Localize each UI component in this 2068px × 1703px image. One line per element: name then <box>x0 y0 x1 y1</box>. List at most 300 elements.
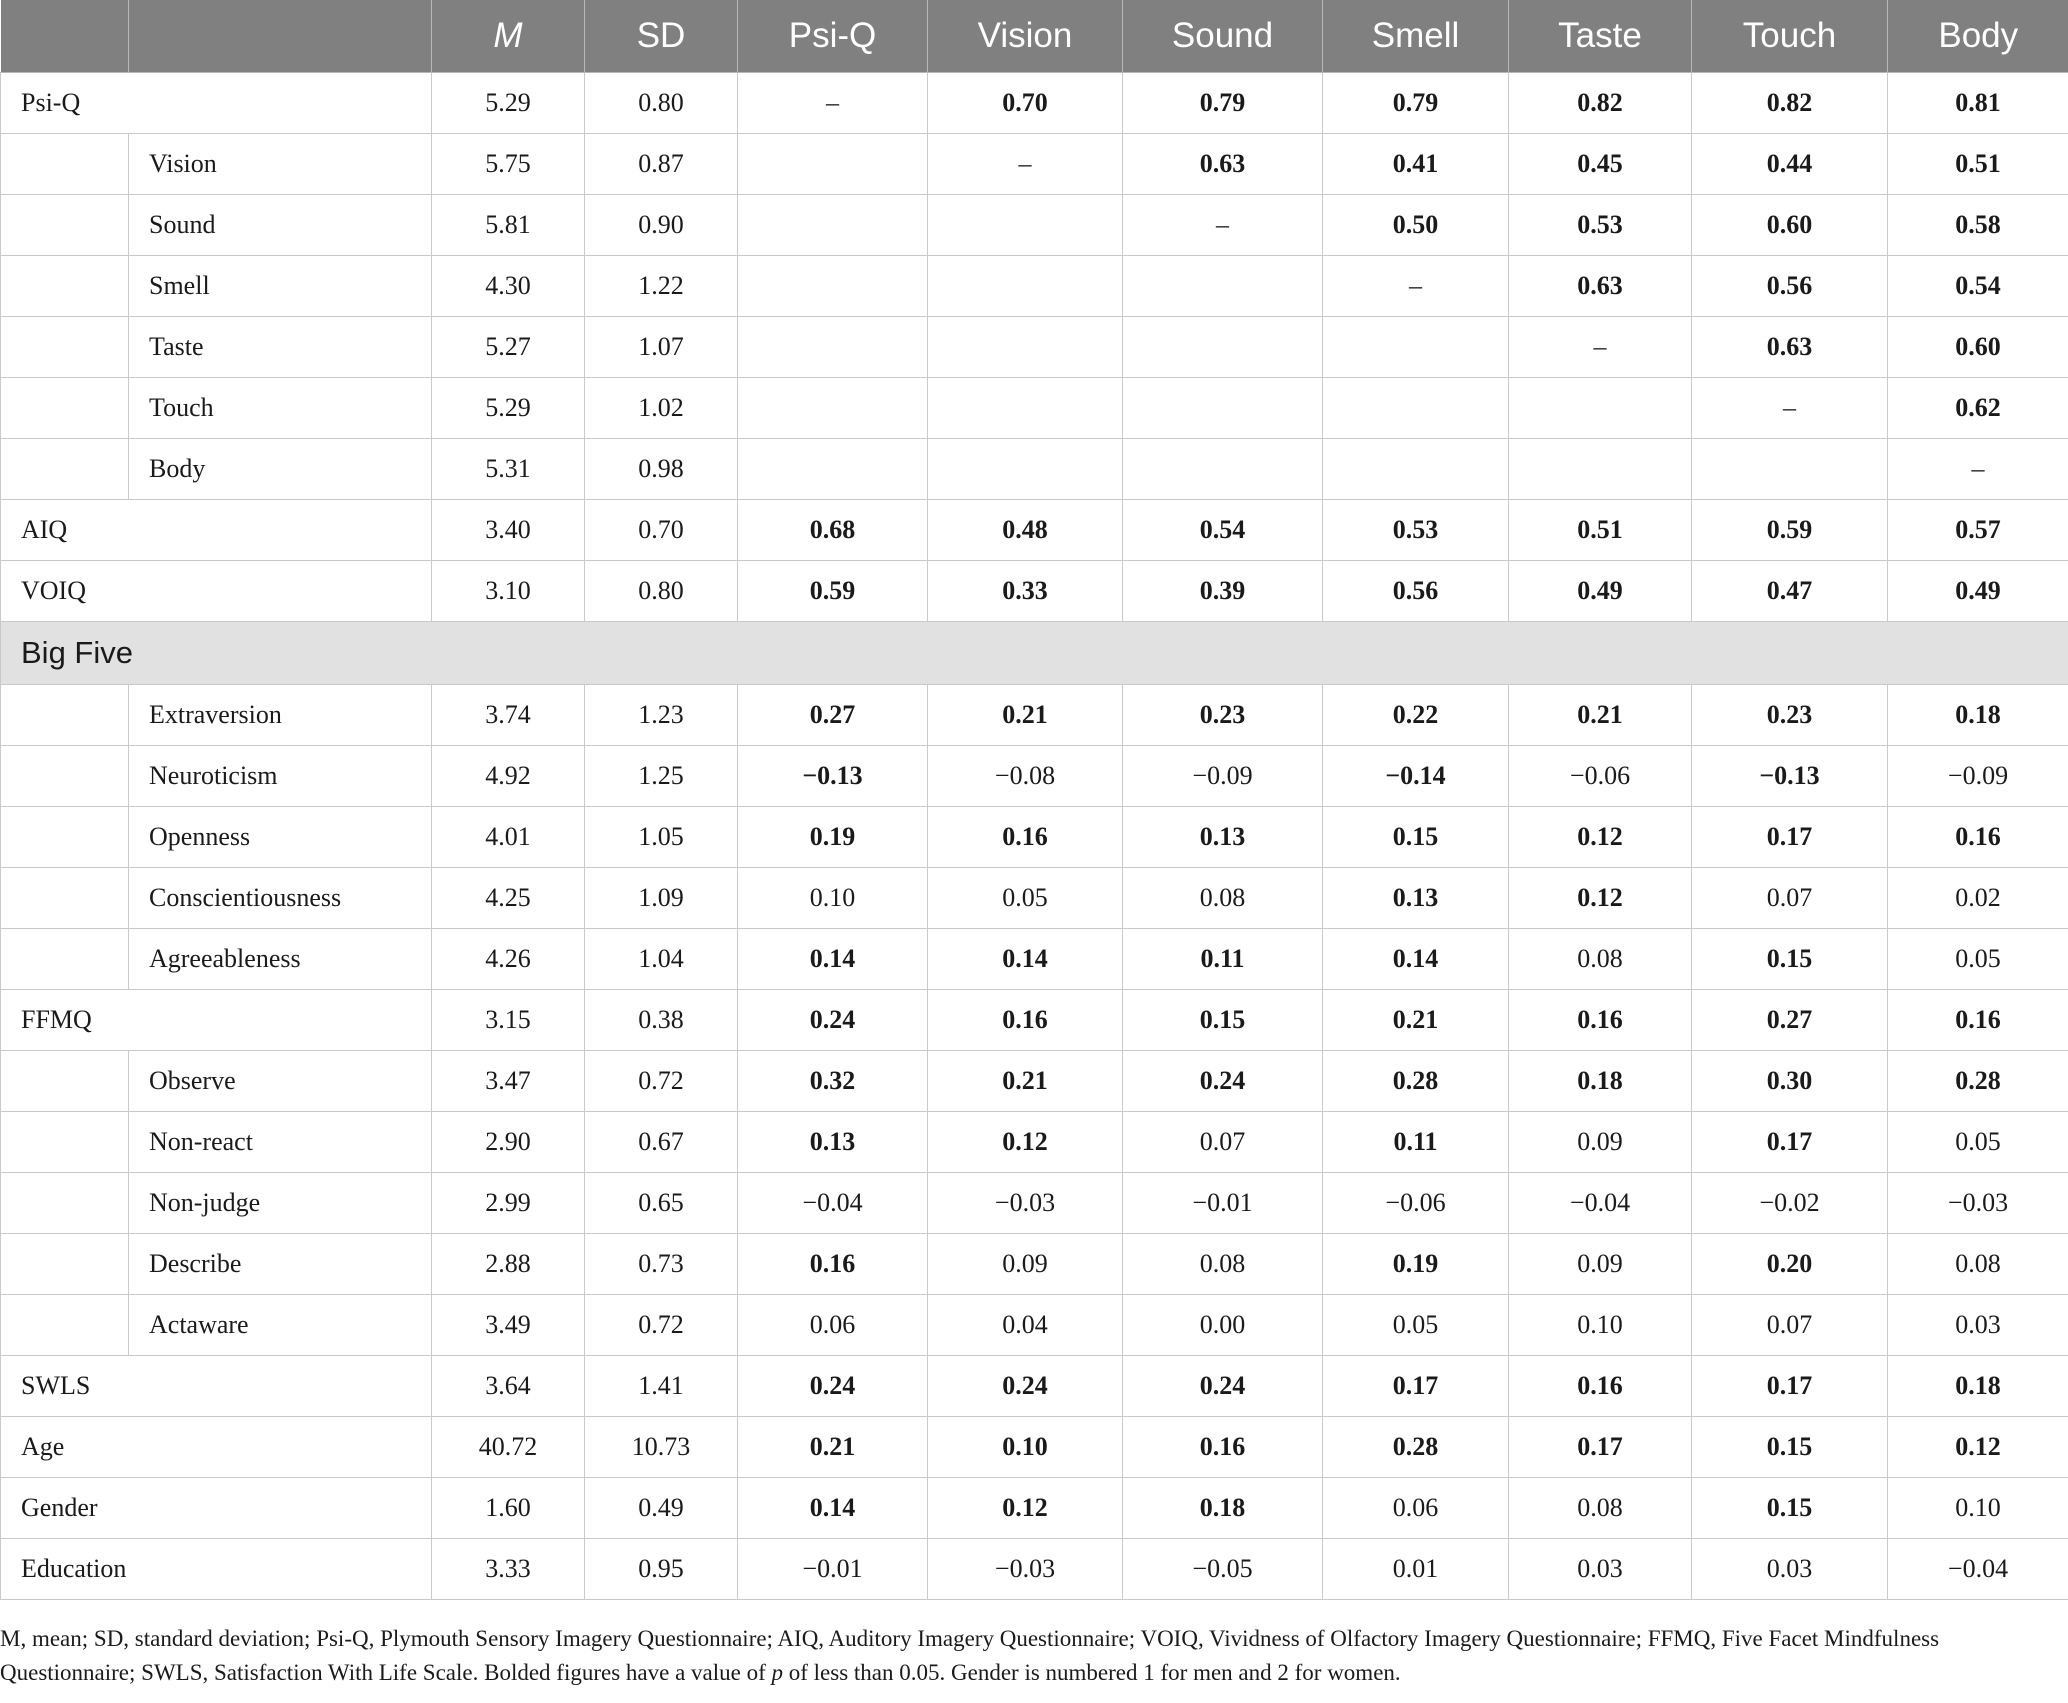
correlation-cell: 0.59 <box>1692 500 1888 561</box>
row-label: Education <box>1 1539 432 1600</box>
mean-cell: 5.81 <box>432 195 585 256</box>
table-row <box>1 561 2068 622</box>
sd-cell: 0.67 <box>585 1112 738 1173</box>
sd-cell: 0.98 <box>585 439 738 500</box>
table-row <box>1 1356 2068 1417</box>
indent-cell <box>1 1295 129 1356</box>
table-row <box>1 256 2068 317</box>
correlation-cell: 0.08 <box>1123 868 1323 929</box>
correlation-cell: 0.30 <box>1692 1051 1888 1112</box>
correlation-cell: −0.04 <box>1888 1539 2068 1600</box>
mean-cell: 3.64 <box>432 1356 585 1417</box>
correlation-cell <box>928 256 1123 317</box>
correlation-cell: −0.13 <box>738 746 928 807</box>
correlation-cell: 0.28 <box>1888 1051 2068 1112</box>
sd-cell: 0.80 <box>585 561 738 622</box>
correlation-cell: 0.07 <box>1692 1295 1888 1356</box>
column-header-8: Taste <box>1509 0 1692 73</box>
indent-cell <box>1 256 129 317</box>
correlation-cell: 0.16 <box>738 1234 928 1295</box>
indent-cell <box>1 1051 129 1112</box>
sd-cell: 1.04 <box>585 929 738 990</box>
correlation-cell: 0.14 <box>1323 929 1509 990</box>
correlation-cell: 0.16 <box>1123 1417 1323 1478</box>
sd-cell: 0.65 <box>585 1173 738 1234</box>
row-label: Describe <box>129 1234 432 1295</box>
correlation-cell: 0.44 <box>1692 134 1888 195</box>
footnote-text-2: of less than 0.05. Gender is numbered 1 for men and 2 for women. <box>783 1660 1401 1685</box>
correlation-cell: 0.60 <box>1692 195 1888 256</box>
correlation-cell <box>928 439 1123 500</box>
footnote-p-symbol: p <box>771 1660 783 1685</box>
correlation-cell: 0.24 <box>1123 1051 1323 1112</box>
table-row <box>1 990 2068 1051</box>
mean-cell: 3.10 <box>432 561 585 622</box>
correlation-cell: 0.70 <box>928 73 1123 134</box>
sd-cell: 0.70 <box>585 500 738 561</box>
column-header-6: Sound <box>1123 0 1323 73</box>
indent-cell <box>1 134 129 195</box>
correlation-cell: −0.01 <box>1123 1173 1323 1234</box>
correlation-cell: – <box>1509 317 1692 378</box>
correlation-cell: 0.21 <box>738 1417 928 1478</box>
correlation-cell: 0.58 <box>1888 195 2068 256</box>
correlation-cell <box>1323 378 1509 439</box>
correlation-cell <box>928 195 1123 256</box>
correlation-cell: 0.19 <box>738 807 928 868</box>
correlation-cell: 0.10 <box>1888 1478 2068 1539</box>
correlation-cell: 0.15 <box>1692 1478 1888 1539</box>
correlation-cell: 0.06 <box>738 1295 928 1356</box>
table-row <box>1 1234 2068 1295</box>
correlation-cell <box>1123 378 1323 439</box>
correlation-cell: 0.16 <box>928 807 1123 868</box>
correlation-cell: – <box>928 134 1123 195</box>
correlation-cell: 0.33 <box>928 561 1123 622</box>
correlation-cell: 0.01 <box>1323 1539 1509 1600</box>
sd-cell: 1.02 <box>585 378 738 439</box>
correlation-cell: 0.56 <box>1692 256 1888 317</box>
correlation-cell: −0.14 <box>1323 746 1509 807</box>
table-row <box>1 868 2068 929</box>
section-label: Big Five <box>1 622 2068 685</box>
correlation-cell: −0.06 <box>1323 1173 1509 1234</box>
correlation-cell <box>1692 439 1888 500</box>
correlation-cell <box>1123 256 1323 317</box>
correlation-cell: 0.14 <box>738 1478 928 1539</box>
correlation-cell: 0.54 <box>1123 500 1323 561</box>
correlation-cell: 0.21 <box>928 1051 1123 1112</box>
correlation-cell: 0.63 <box>1509 256 1692 317</box>
table-row <box>1 1051 2068 1112</box>
correlation-cell: 0.14 <box>928 929 1123 990</box>
table-row <box>1 1112 2068 1173</box>
correlation-cell: 0.48 <box>928 500 1123 561</box>
table-row <box>1 500 2068 561</box>
correlation-cell <box>738 195 928 256</box>
indent-cell <box>1 317 129 378</box>
correlation-cell <box>928 317 1123 378</box>
correlation-cell: 0.18 <box>1888 685 2068 746</box>
sd-cell: 0.80 <box>585 73 738 134</box>
correlation-cell: 0.13 <box>1123 807 1323 868</box>
correlation-cell: 0.21 <box>928 685 1123 746</box>
correlation-cell: 0.08 <box>1888 1234 2068 1295</box>
correlation-cell: 0.08 <box>1123 1234 1323 1295</box>
correlation-cell: 0.60 <box>1888 317 2068 378</box>
correlation-cell: −0.06 <box>1509 746 1692 807</box>
correlation-cell: 0.24 <box>1123 1356 1323 1417</box>
row-label: Agreeableness <box>129 929 432 990</box>
correlation-cell: 0.13 <box>738 1112 928 1173</box>
mean-cell: 4.30 <box>432 256 585 317</box>
column-header-0 <box>1 0 129 73</box>
mean-cell: 3.47 <box>432 1051 585 1112</box>
table-row <box>1 746 2068 807</box>
correlation-cell: 0.41 <box>1323 134 1509 195</box>
correlation-cell: 0.79 <box>1123 73 1323 134</box>
correlation-cell: 0.49 <box>1509 561 1692 622</box>
sd-cell: 1.25 <box>585 746 738 807</box>
correlation-cell: 0.23 <box>1123 685 1323 746</box>
correlation-cell: 0.53 <box>1509 195 1692 256</box>
correlation-cell: 0.53 <box>1323 500 1509 561</box>
section-row <box>1 622 2068 685</box>
row-label: Non-judge <box>129 1173 432 1234</box>
correlation-cell: 0.15 <box>1323 807 1509 868</box>
correlation-cell: 0.15 <box>1692 1417 1888 1478</box>
mean-cell: 1.60 <box>432 1478 585 1539</box>
indent-cell <box>1 868 129 929</box>
column-header-9: Touch <box>1692 0 1888 73</box>
correlation-cell: 0.05 <box>1888 1112 2068 1173</box>
table-row <box>1 929 2068 990</box>
correlation-cell: 0.13 <box>1323 868 1509 929</box>
correlation-cell: 0.05 <box>1888 929 2068 990</box>
mean-cell: 5.27 <box>432 317 585 378</box>
correlation-cell: – <box>738 73 928 134</box>
indent-cell <box>1 1173 129 1234</box>
correlation-cell: 0.12 <box>928 1112 1123 1173</box>
sd-cell: 1.23 <box>585 685 738 746</box>
correlation-cell: −0.04 <box>738 1173 928 1234</box>
sd-cell: 1.07 <box>585 317 738 378</box>
correlation-cell: 0.16 <box>1509 990 1692 1051</box>
table-row <box>1 1417 2068 1478</box>
correlation-cell: 0.17 <box>1692 807 1888 868</box>
row-label: Psi-Q <box>1 73 432 134</box>
correlation-cell: 0.49 <box>1888 561 2068 622</box>
table-body <box>1 73 2068 1600</box>
table-row <box>1 134 2068 195</box>
correlation-cell: 0.56 <box>1323 561 1509 622</box>
correlation-cell: 0.16 <box>928 990 1123 1051</box>
sd-cell: 0.73 <box>585 1234 738 1295</box>
correlation-cell: 0.17 <box>1323 1356 1509 1417</box>
correlation-cell: 0.05 <box>928 868 1123 929</box>
correlation-cell: 0.21 <box>1509 685 1692 746</box>
row-label: Sound <box>129 195 432 256</box>
correlation-cell <box>1509 439 1692 500</box>
correlation-cell: 0.22 <box>1323 685 1509 746</box>
indent-cell <box>1 1112 129 1173</box>
table-row <box>1 439 2068 500</box>
mean-cell: 5.29 <box>432 73 585 134</box>
correlation-cell <box>1123 439 1323 500</box>
row-label: AIQ <box>1 500 432 561</box>
row-label: Smell <box>129 256 432 317</box>
row-label: Touch <box>129 378 432 439</box>
row-label: Gender <box>1 1478 432 1539</box>
sd-cell: 0.72 <box>585 1051 738 1112</box>
correlation-cell: 0.62 <box>1888 378 2068 439</box>
correlation-cell: 0.17 <box>1692 1356 1888 1417</box>
correlation-cell: −0.09 <box>1123 746 1323 807</box>
correlation-cell: 0.16 <box>1509 1356 1692 1417</box>
row-label: Body <box>129 439 432 500</box>
correlation-cell: 0.81 <box>1888 73 2068 134</box>
correlation-cell: 0.12 <box>928 1478 1123 1539</box>
column-header-5: Vision <box>928 0 1123 73</box>
correlation-cell: 0.54 <box>1888 256 2068 317</box>
correlation-cell: −0.01 <box>738 1539 928 1600</box>
correlation-cell: 0.09 <box>928 1234 1123 1295</box>
correlation-cell: 0.12 <box>1509 868 1692 929</box>
sd-cell: 0.87 <box>585 134 738 195</box>
sd-cell: 0.72 <box>585 1295 738 1356</box>
correlation-cell: 0.45 <box>1509 134 1692 195</box>
mean-cell: 4.92 <box>432 746 585 807</box>
correlation-cell: 0.51 <box>1509 500 1692 561</box>
mean-cell: 3.15 <box>432 990 585 1051</box>
row-label: Taste <box>129 317 432 378</box>
sd-cell: 0.38 <box>585 990 738 1051</box>
correlation-cell: 0.28 <box>1323 1051 1509 1112</box>
indent-cell <box>1 929 129 990</box>
correlation-cell: 0.39 <box>1123 561 1323 622</box>
correlation-cell: −0.03 <box>928 1539 1123 1600</box>
correlation-cell <box>1323 317 1509 378</box>
table-row <box>1 195 2068 256</box>
indent-cell <box>1 378 129 439</box>
correlation-cell: – <box>1123 195 1323 256</box>
correlation-cell: −0.13 <box>1692 746 1888 807</box>
correlation-cell <box>1509 378 1692 439</box>
correlation-cell: −0.08 <box>928 746 1123 807</box>
correlation-cell: 0.18 <box>1888 1356 2068 1417</box>
correlation-cell: 0.24 <box>738 990 928 1051</box>
correlation-cell: 0.06 <box>1323 1478 1509 1539</box>
row-label: Actaware <box>129 1295 432 1356</box>
sd-cell: 1.05 <box>585 807 738 868</box>
correlation-cell <box>1323 439 1509 500</box>
correlation-cell: 0.18 <box>1123 1478 1323 1539</box>
mean-cell: 4.01 <box>432 807 585 868</box>
correlation-cell <box>738 378 928 439</box>
sd-cell: 0.49 <box>585 1478 738 1539</box>
correlation-cell: 0.57 <box>1888 500 2068 561</box>
correlation-cell: 0.03 <box>1888 1295 2068 1356</box>
correlation-cell <box>738 317 928 378</box>
correlation-cell: 0.09 <box>1509 1234 1692 1295</box>
correlation-cell: 0.82 <box>1692 73 1888 134</box>
correlation-cell: 0.19 <box>1323 1234 1509 1295</box>
correlation-cell: 0.05 <box>1323 1295 1509 1356</box>
column-header-2: M <box>432 0 585 73</box>
correlation-cell: 0.24 <box>738 1356 928 1417</box>
correlation-cell: 0.68 <box>738 500 928 561</box>
column-header-4: Psi-Q <box>738 0 928 73</box>
row-label: Vision <box>129 134 432 195</box>
correlation-cell: 0.15 <box>1123 990 1323 1051</box>
correlation-cell: – <box>1323 256 1509 317</box>
sd-cell: 0.95 <box>585 1539 738 1600</box>
table-row <box>1 73 2068 134</box>
correlation-cell <box>1123 317 1323 378</box>
correlation-cell: 0.10 <box>1509 1295 1692 1356</box>
row-label: Non-react <box>129 1112 432 1173</box>
table-header <box>1 0 2068 73</box>
correlation-cell: 0.03 <box>1692 1539 1888 1600</box>
correlation-cell: 0.63 <box>1123 134 1323 195</box>
correlation-cell <box>738 134 928 195</box>
mean-cell: 3.74 <box>432 685 585 746</box>
mean-cell: 5.29 <box>432 378 585 439</box>
correlation-cell: 0.09 <box>1509 1112 1692 1173</box>
column-header-10: Body <box>1888 0 2068 73</box>
mean-cell: 40.72 <box>432 1417 585 1478</box>
correlation-cell: 0.14 <box>738 929 928 990</box>
mean-cell: 2.88 <box>432 1234 585 1295</box>
correlation-cell: 0.03 <box>1509 1539 1692 1600</box>
correlation-cell: −0.03 <box>928 1173 1123 1234</box>
row-label: Age <box>1 1417 432 1478</box>
mean-cell: 2.90 <box>432 1112 585 1173</box>
correlation-cell: 0.27 <box>738 685 928 746</box>
correlation-cell: 0.16 <box>1888 807 2068 868</box>
column-header-7: Smell <box>1323 0 1509 73</box>
mean-cell: 4.26 <box>432 929 585 990</box>
correlation-cell: 0.50 <box>1323 195 1509 256</box>
sd-cell: 1.09 <box>585 868 738 929</box>
correlation-cell: 0.12 <box>1888 1417 2068 1478</box>
table-footnote <box>0 1622 2068 1690</box>
correlation-cell: −0.02 <box>1692 1173 1888 1234</box>
indent-cell <box>1 746 129 807</box>
correlation-cell: 0.27 <box>1692 990 1888 1051</box>
correlation-cell: 0.02 <box>1888 868 2068 929</box>
correlation-cell: 0.24 <box>928 1356 1123 1417</box>
table-row <box>1 317 2068 378</box>
table-row <box>1 685 2068 746</box>
correlation-cell: 0.20 <box>1692 1234 1888 1295</box>
correlation-cell: 0.10 <box>928 1417 1123 1478</box>
correlation-cell: 0.11 <box>1123 929 1323 990</box>
mean-cell: 5.31 <box>432 439 585 500</box>
table-row <box>1 1173 2068 1234</box>
correlation-cell: 0.32 <box>738 1051 928 1112</box>
column-header-3: SD <box>585 0 738 73</box>
column-header-1 <box>129 0 432 73</box>
correlation-cell: −0.05 <box>1123 1539 1323 1600</box>
correlation-cell: 0.82 <box>1509 73 1692 134</box>
indent-cell <box>1 195 129 256</box>
table-row <box>1 1478 2068 1539</box>
mean-cell: 2.99 <box>432 1173 585 1234</box>
correlation-cell: 0.63 <box>1692 317 1888 378</box>
mean-cell: 5.75 <box>432 134 585 195</box>
indent-cell <box>1 685 129 746</box>
mean-cell: 4.25 <box>432 868 585 929</box>
table-row <box>1 807 2068 868</box>
mean-cell: 3.49 <box>432 1295 585 1356</box>
correlation-cell: 0.79 <box>1323 73 1509 134</box>
correlation-cell: 0.16 <box>1888 990 2068 1051</box>
correlation-cell <box>738 439 928 500</box>
correlation-cell: 0.21 <box>1323 990 1509 1051</box>
correlation-cell <box>738 256 928 317</box>
table-row <box>1 1295 2068 1356</box>
sd-cell: 10.73 <box>585 1417 738 1478</box>
correlation-cell: 0.23 <box>1692 685 1888 746</box>
mean-cell: 3.33 <box>432 1539 585 1600</box>
sd-cell: 1.22 <box>585 256 738 317</box>
sd-cell: 1.41 <box>585 1356 738 1417</box>
footnote-text-1: M, mean; SD, standard deviation; Psi-Q, Plymouth Sensory Imagery Questionnaire; AIQ, Auditory Imagery Questionnaire; VOIQ, Vividness of Olfactory Imagery Questionnaire; FFMQ, Five Facet Mindfulness Questionnaire; SWLS, Satisfaction With Life Scale. Bolded figures have a value of <box>0 1626 1940 1685</box>
row-label: FFMQ <box>1 990 432 1051</box>
sd-cell: 0.90 <box>585 195 738 256</box>
correlation-cell: −0.09 <box>1888 746 2068 807</box>
row-label: SWLS <box>1 1356 432 1417</box>
correlation-cell: 0.28 <box>1323 1417 1509 1478</box>
correlation-cell: 0.10 <box>738 868 928 929</box>
correlation-cell: 0.51 <box>1888 134 2068 195</box>
row-label: Openness <box>129 807 432 868</box>
row-label: Observe <box>129 1051 432 1112</box>
row-label: VOIQ <box>1 561 432 622</box>
correlation-cell: 0.07 <box>1692 868 1888 929</box>
mean-cell: 3.40 <box>432 500 585 561</box>
correlation-cell: – <box>1888 439 2068 500</box>
indent-cell <box>1 439 129 500</box>
table-row <box>1 1539 2068 1600</box>
correlation-cell: – <box>1692 378 1888 439</box>
correlation-cell: 0.17 <box>1692 1112 1888 1173</box>
correlation-cell: 0.00 <box>1123 1295 1323 1356</box>
correlation-cell: −0.03 <box>1888 1173 2068 1234</box>
row-label: Neuroticism <box>129 746 432 807</box>
correlation-cell: 0.12 <box>1509 807 1692 868</box>
correlation-cell: 0.07 <box>1123 1112 1323 1173</box>
row-label: Conscientiousness <box>129 868 432 929</box>
indent-cell <box>1 807 129 868</box>
correlation-cell: 0.11 <box>1323 1112 1509 1173</box>
row-label: Extraversion <box>129 685 432 746</box>
correlation-cell: 0.15 <box>1692 929 1888 990</box>
table-row <box>1 378 2068 439</box>
correlation-cell: 0.18 <box>1509 1051 1692 1112</box>
correlation-cell: −0.04 <box>1509 1173 1692 1234</box>
correlation-cell: 0.17 <box>1509 1417 1692 1478</box>
correlation-cell: 0.08 <box>1509 1478 1692 1539</box>
correlation-cell <box>928 378 1123 439</box>
correlation-cell: 0.08 <box>1509 929 1692 990</box>
indent-cell <box>1 1234 129 1295</box>
correlation-cell: 0.47 <box>1692 561 1888 622</box>
header-row <box>1 0 2068 73</box>
correlation-cell: 0.59 <box>738 561 928 622</box>
correlation-cell: 0.04 <box>928 1295 1123 1356</box>
